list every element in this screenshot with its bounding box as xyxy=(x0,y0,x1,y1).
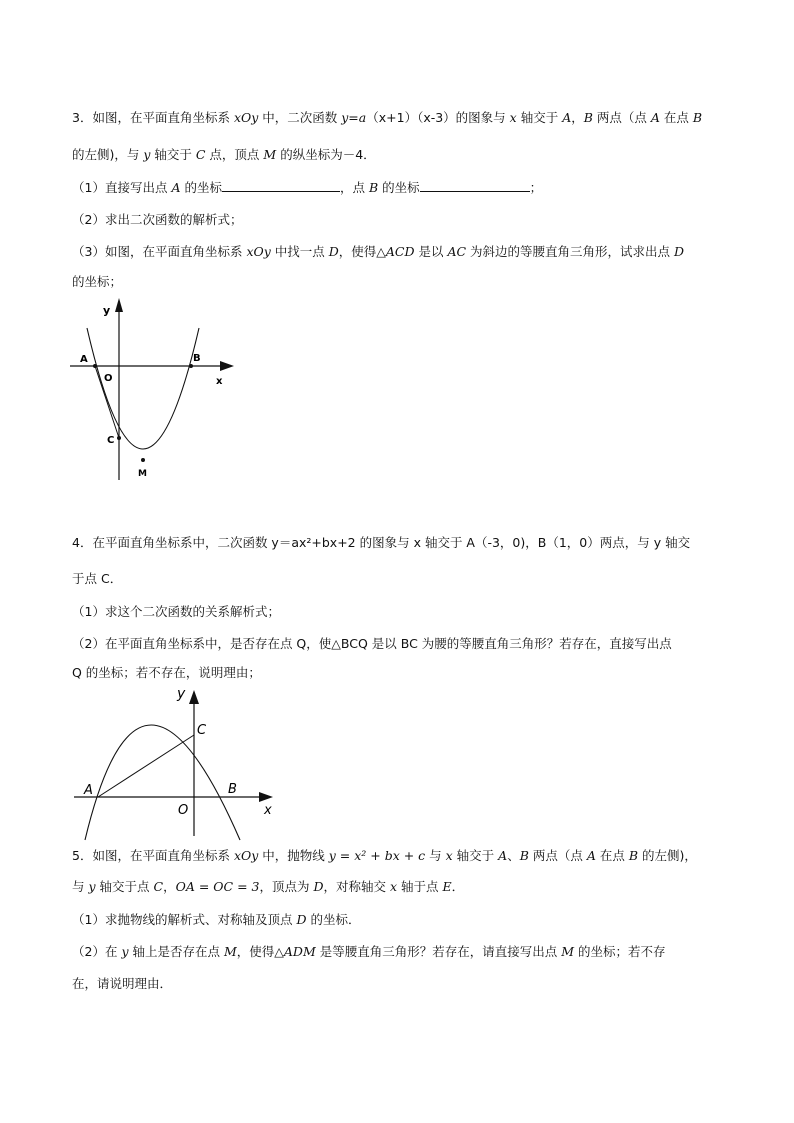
point-m xyxy=(141,458,145,462)
label-c: C xyxy=(107,435,115,446)
label-b: B xyxy=(193,353,201,364)
q4-line-2: 于点 C． xyxy=(72,571,123,586)
q3-part-1: （1）直接写出点 A 的坐标 ，点 B 的坐标 ； xyxy=(72,180,543,195)
parabola-curve xyxy=(87,328,199,449)
label-a: A xyxy=(84,783,93,798)
q5-part-2: （2）在 y 轴上是否存在点 M，使得△ADM 是等腰直角三角形？若存在，请直接写出点 M 的坐标；若不存 xyxy=(72,944,666,959)
q5-part-1: （1）求抛物线的解析式、对称轴及顶点 D 的坐标． xyxy=(72,912,361,927)
label-m: M xyxy=(138,469,147,479)
q3-line-1: 3．如图，在平面直角坐标系 xOy 中，二次函数 y=a（x+1）（x-3）的图象与 x 轴交于 A，B 两点（点 A 在点 B xyxy=(72,110,703,125)
y-axis xyxy=(189,690,199,836)
q4-figure xyxy=(60,680,290,840)
parabola-curve xyxy=(85,725,240,840)
label-y: y xyxy=(103,304,111,317)
q3-line-2: 的左侧)，与 y 轴交于 C 点，顶点 M 的纵坐标为－4． xyxy=(72,147,376,162)
q4-part-1: （1）求这个二次函数的关系解析式； xyxy=(72,604,280,619)
label-o: O xyxy=(104,373,113,384)
q3-part-2: （2）求出二次函数的解析式； xyxy=(72,212,243,227)
point-b xyxy=(189,364,193,368)
label-o: O xyxy=(178,803,189,818)
answer-blank-b[interactable] xyxy=(420,180,530,192)
q3-part-3-cont: 的坐标； xyxy=(72,274,123,289)
segment-ac xyxy=(98,735,194,797)
label-y: y xyxy=(177,686,186,702)
answer-blank-a[interactable] xyxy=(222,180,340,192)
q5-line-2: 与 y 轴交于点 C，OA = OC = 3，顶点为 D，对称轴交 x 轴于点 E． xyxy=(72,879,465,894)
label-c: C xyxy=(197,723,207,738)
label-x: x xyxy=(216,376,223,387)
q4-line-1: 4．在平面直角坐标系中，二次函数 y＝ax²+bx+2 的图象与 x 轴交于 A（-3，0)，B（1，0）两点，与 y 轴交 xyxy=(72,535,691,550)
q5-line-1: 5．如图，在平面直角坐标系 xOy 中，抛物线 y = x² + bx + c 与 x 轴交于 A、B 两点（点 A 在点 B 的左侧)， xyxy=(72,848,697,863)
q5-part-2-cont: 在，请说明理由． xyxy=(72,976,173,991)
label-b: B xyxy=(228,782,237,797)
y-axis xyxy=(115,298,123,480)
q4-part-2-cont: Q 的坐标；若不存在，说明理由； xyxy=(72,665,261,680)
label-x: x xyxy=(264,803,272,818)
q4-part-2: （2）在平面直角坐标系中，是否存在点 Q，使△BCQ 是以 BC 为腰的等腰直角三角形？若存在，直接写出点 xyxy=(72,636,672,651)
label-a: A xyxy=(80,354,88,365)
q3-part-3: （3）如图，在平面直角坐标系 xOy 中找一点 D，使得△ACD 是以 AC 为斜边的等腰直角三角形，试求出点 D xyxy=(72,244,685,259)
point-a xyxy=(93,364,97,368)
point-c xyxy=(117,436,121,440)
q3-figure xyxy=(60,290,250,490)
